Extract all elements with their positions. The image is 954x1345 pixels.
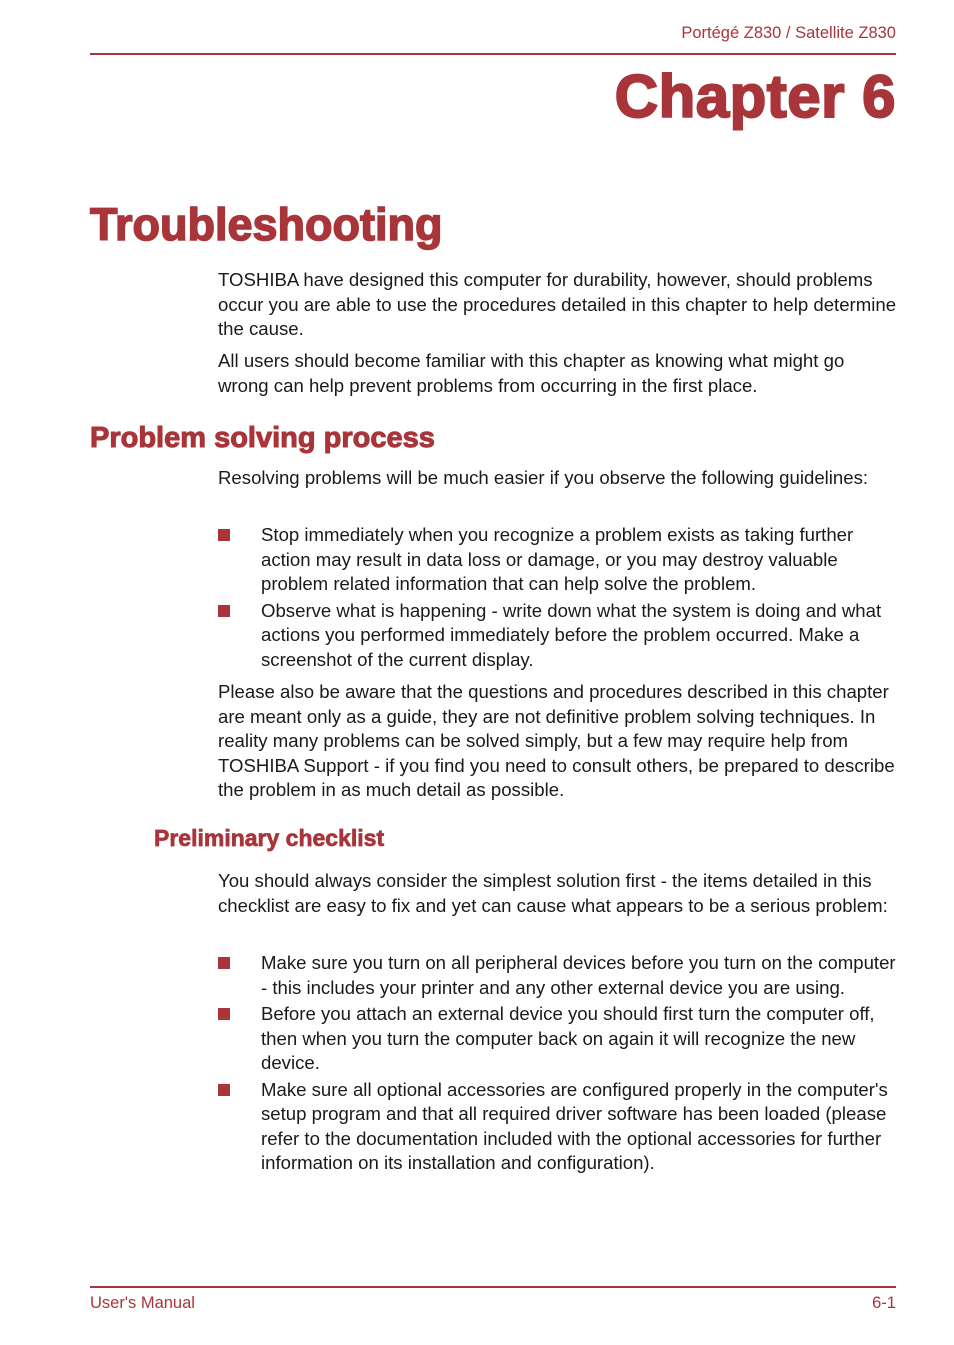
problem-solving-outro: Please also be aware that the questions and procedures described in this chapter are meant only as a guide, they are not definitive problem solving techniques. In reality many problems can be solved simply, but a few may require help from TOSHIBA Support - if you find you need to consult others, be prepared to describe the problem in as much detail as possible.: [218, 681, 895, 800]
intro-paragraph-1: TOSHIBA have designed this computer for durability, however, should problems occur you are able to use the procedures detailed in this chapter to help determine the cause.: [218, 269, 897, 339]
list-item-text: Make sure all optional accessories are configured properly in the computer's setup program and that all required driver software has been loaded (please refer to the documentation included with the optional accessories for further information on its installation and configuration).: [261, 1078, 888, 1173]
square-bullet-icon: [218, 605, 230, 617]
list-item: [218, 1078, 898, 1176]
square-bullet-icon: [218, 957, 230, 969]
list-item: [218, 523, 898, 597]
list-item-text: Observe what is happening - write down what the system is doing and what actions you performed immediately before the problem occurred. Make a screenshot of the current display.: [261, 599, 882, 670]
problem-solving-list: [218, 523, 898, 674]
footer-manual-label: User's Manual: [90, 1294, 195, 1312]
checklist-intro: You should always consider the simplest solution first - the items detailed in this checklist are easy to fix and yet can cause what appears to be a serious problem:: [218, 870, 888, 916]
intro-paragraph-2: All users should become familiar with this chapter as knowing what might go wrong can help prevent problems from occurring in the first place.: [218, 350, 845, 396]
square-bullet-icon: [218, 1008, 230, 1020]
list-item-text: Stop immediately when you recognize a problem exists as taking further action may result in data loss or damage, or you may destroy valuable problem related information that can help solve the problem.: [261, 524, 854, 594]
checklist-list: [218, 951, 898, 1178]
list-item: [218, 951, 898, 1000]
page-number: 6-1: [872, 1294, 896, 1312]
list-item: [218, 599, 898, 673]
square-bullet-icon: [218, 529, 230, 541]
list-item-text: Before you attach an external device you should first turn the computer off, then when you turn the computer back on again it will recognize the new device.: [261, 1003, 875, 1073]
footer-rule: [90, 1286, 896, 1288]
problem-solving-intro: Resolving problems will be much easier if you observe the following guidelines:: [218, 467, 869, 488]
subsection-heading-checklist: Preliminary checklist: [154, 825, 385, 851]
page-title: Troubleshooting: [90, 199, 443, 250]
section-heading-problem-solving: Problem solving process: [90, 422, 435, 454]
list-item-text: Make sure you turn on all peripheral devices before you turn on the computer - this includes your printer and any other external device you are using.: [261, 952, 896, 998]
running-header: Portégé Z830 / Satellite Z830: [681, 24, 896, 42]
header-rule: [90, 53, 896, 55]
chapter-label: Chapter 6: [614, 63, 896, 130]
square-bullet-icon: [218, 1084, 230, 1096]
list-item: [218, 1002, 898, 1076]
